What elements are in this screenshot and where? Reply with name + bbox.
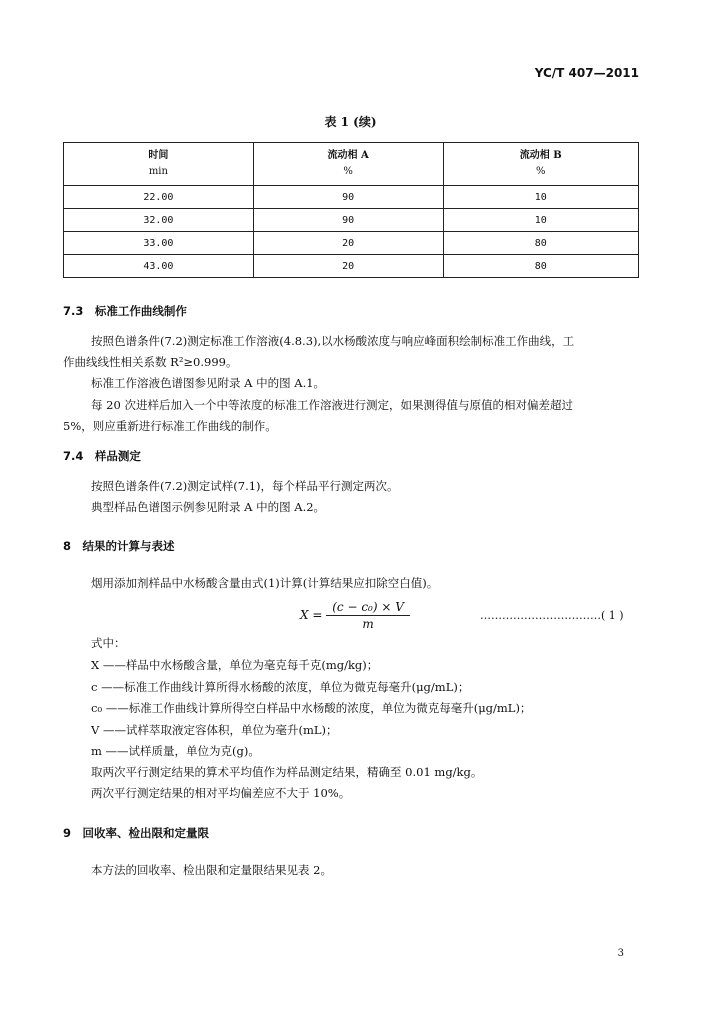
table-cell: 80 [443,232,639,255]
table-cell: 10 [443,186,639,209]
formula-fraction [326,600,410,631]
formula-1 [300,600,410,631]
section-7-4-heading: 7.4 样品测定 [63,449,141,463]
definition-item: c₀ ——标准工作曲线计算所得空白样品中水杨酸的浓度，单位为微克每毫升(μg/mL)； [91,701,532,715]
table-header-row [64,143,639,186]
section-8-intro: 烟用添加剂样品中水杨酸含量由式(1)计算(计算结果应扣除空白值)。 [91,576,439,590]
col-header-phase-b: 流动相 B % [443,143,639,186]
section-7-3-heading: 7.3 标准工作曲线制作 [63,304,187,318]
section-7-4-para1: 按照色谱条件(7.2)测定试样(7.1)，每个样品平行测定两次。 [91,479,399,493]
table-row [64,186,639,209]
table-cell: 90 [253,209,443,232]
section-9-para1: 本方法的回收率、检出限和定量限结果见表 2。 [91,863,332,877]
result-deviation: 两次平行测定结果的相对平均偏差应不大于 10%。 [91,786,351,800]
section-7-3-para2: 标准工作溶液色谱图参见附录 A 中的图 A.1。 [91,376,326,390]
table-cell: 20 [253,232,443,255]
table-cell: 33.00 [64,232,254,255]
gradient-table [63,142,639,278]
table-row [64,209,639,232]
definition-item: X ——样品中水杨酸含量，单位为毫克每千克(mg/kg)； [91,658,379,672]
table-row [64,255,639,278]
definition-item: V ——试样萃取液定容体积，单位为毫升(mL)； [91,722,338,737]
table-cell: 32.00 [64,209,254,232]
page-number: 3 [617,948,624,959]
definition-item: c ——标准工作曲线计算所得水杨酸的浓度，单位为微克每毫升(μg/mL)； [91,679,470,694]
table-cell: 43.00 [64,255,254,278]
formula-number [480,609,624,622]
table-title: 表 1 (续) [324,115,377,129]
formula-numerator: (c − c₀) × V [326,600,410,616]
section-7-3-para3-line2: 5%，则应重新进行标准工作曲线的制作。 [63,419,277,433]
definition-item: m ——试样质量，单位为克(g)。 [91,744,260,758]
col-header-phase-a: 流动相 A % [253,143,443,186]
section-7-3-para1-line1: 按照色谱条件(7.2)测定标准工作溶液(4.8.3),以水杨酸浓度与响应峰面积绘制标准工作曲线，工 [91,334,575,348]
col-header-time: 时间 min [64,143,254,186]
table-cell: 10 [443,209,639,232]
formula-dots: …………………………… [480,609,601,622]
result-precision: 取两次平行测定结果的算术平均值作为样品测定结果，精确至 0.01 mg/kg。 [91,765,483,779]
formula-denominator: m [362,617,374,631]
table-cell: 20 [253,255,443,278]
where-label: 式中： [91,636,126,650]
table-cell: 22.00 [64,186,254,209]
table-row [64,232,639,255]
section-9-heading: 9 回收率、检出限和定量限 [63,826,210,840]
formula-label: ( 1 ) [601,609,624,622]
variable-definitions [91,655,531,763]
formula-lhs: X = [300,608,323,622]
table-cell: 90 [253,186,443,209]
table-cell: 80 [443,255,639,278]
section-8-heading: 8 结果的计算与表述 [63,539,175,553]
section-7-4-para2: 典型样品色谱图示例参见附录 A 中的图 A.2。 [91,500,326,514]
section-7-3-para1-line2: 作曲线线性相关系数 R²≥0.999。 [63,355,238,369]
section-7-3-para3-line1: 每 20 次进样后加入一个中等浓度的标准工作溶液进行测定，如果测得值与原值的相对偏差超过 [91,398,573,412]
standard-code: YC/T 407—2011 [534,66,639,80]
